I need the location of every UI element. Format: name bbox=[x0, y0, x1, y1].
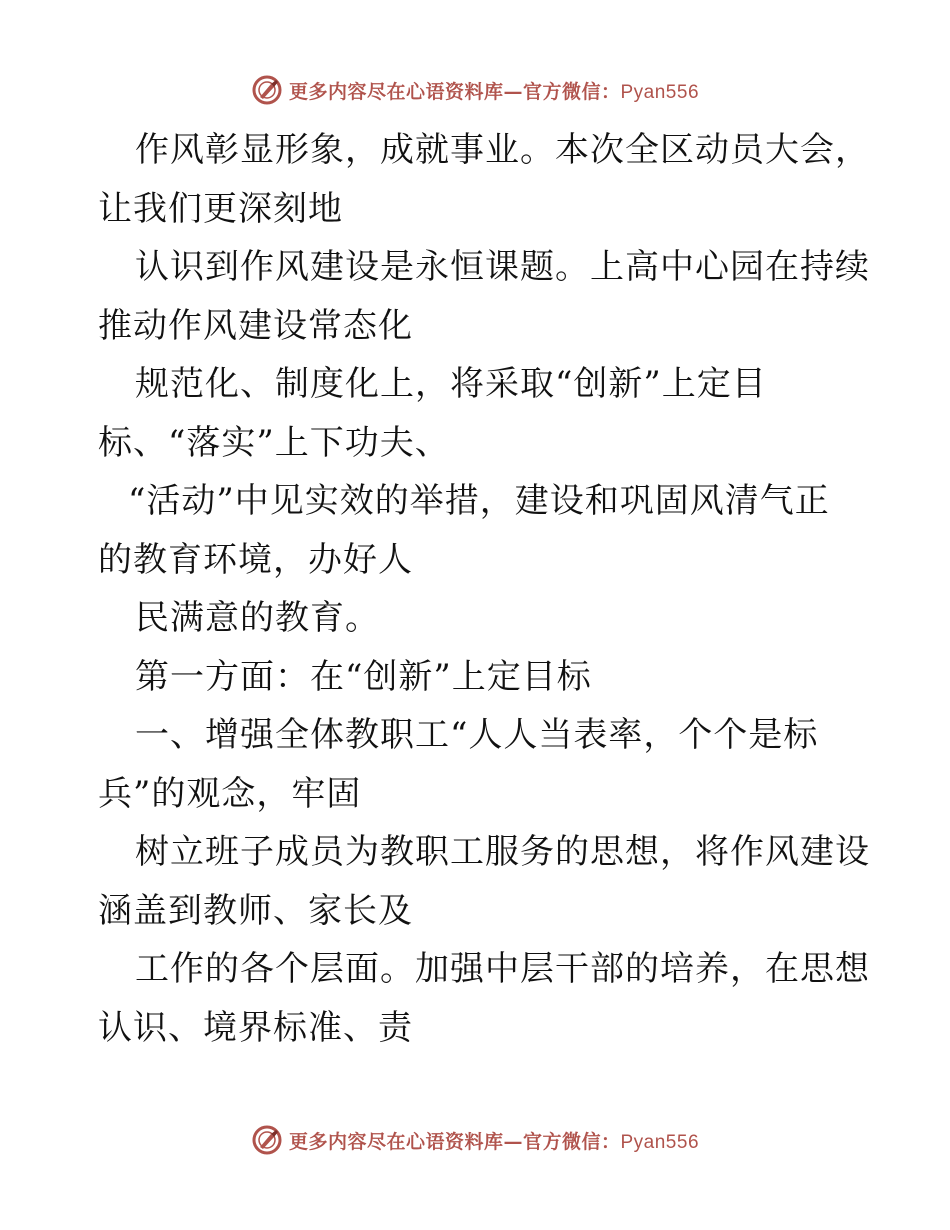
footer-watermark bbox=[0, 1120, 950, 1160]
watermark-wechat-id: Pyan556 bbox=[620, 1131, 700, 1153]
body-line: “活动”中见实效的举措，建设和巩固风清气正 bbox=[128, 481, 830, 521]
body-line: 规范化、制度化上，将采取“创新”上定目 bbox=[135, 364, 767, 404]
body-line: 树立班子成员为教职工服务的思想，将作风建设 bbox=[135, 832, 870, 872]
body-line: 作风彰显形象，成就事业。本次全区动员大会， bbox=[135, 130, 870, 170]
body-line: 的教育环境，办好人 bbox=[98, 539, 413, 580]
body-line: 认识、境界标准、责 bbox=[98, 1007, 413, 1048]
header-watermark bbox=[0, 70, 950, 110]
body-line: 兵”的观念，牢固 bbox=[98, 773, 362, 814]
document-body bbox=[98, 121, 870, 1057]
body-line: 标、“落实”上下功夫、 bbox=[98, 422, 450, 463]
pen-nib-circle-icon bbox=[251, 1124, 283, 1156]
body-line: 让我们更深刻地 bbox=[98, 188, 343, 229]
body-line: 认识到作风建设是永恒课题。上高中心园在持续 bbox=[135, 247, 870, 287]
watermark-text: 更多内容尽在心语资料库—官方微信：Pyan556 bbox=[288, 80, 700, 103]
body-line: 涵盖到教师、家长及 bbox=[98, 890, 413, 931]
watermark-text: 更多内容尽在心语资料库—官方微信：Pyan556 bbox=[288, 1130, 700, 1153]
body-line: 工作的各个层面。加强中层干部的培养，在思想 bbox=[135, 949, 870, 989]
watermark-wechat-id: Pyan556 bbox=[620, 81, 700, 103]
body-line: 推动作风建设常态化 bbox=[98, 305, 413, 346]
pen-nib-circle-icon bbox=[251, 74, 283, 106]
body-line: 一、增强全体教职工“人人当表率，个个是标 bbox=[135, 715, 819, 755]
body-line: 民满意的教育。 bbox=[135, 598, 380, 638]
section-heading: 第一方面：在“创新”上定目标 bbox=[135, 656, 592, 697]
